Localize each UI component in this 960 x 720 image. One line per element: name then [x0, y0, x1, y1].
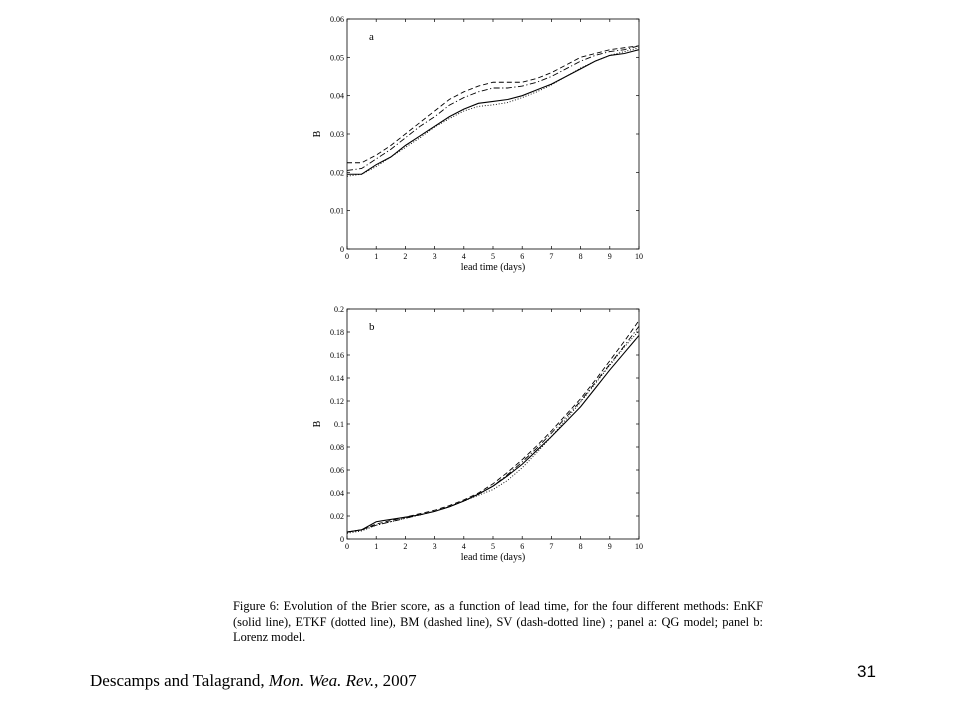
panel-label: a: [369, 31, 374, 43]
series-line-solid: [347, 50, 639, 175]
y-tick-label: 0.18: [330, 328, 344, 337]
x-tick-label: 5: [491, 542, 495, 551]
series-line-dashed: [347, 46, 639, 163]
y-tick-label: 0.16: [330, 351, 344, 360]
x-tick-label: 9: [607, 542, 612, 551]
x-tick-label: 1: [374, 542, 379, 551]
y-tick-label: 0.2: [334, 305, 344, 314]
series-line-dashdot: [347, 46, 639, 171]
y-tick-label: 0.05: [330, 53, 344, 63]
citation-journal: Mon. Wea. Rev.: [268, 671, 375, 690]
x-tick-label: 3: [432, 252, 437, 261]
x-axis-label: lead time (days): [460, 262, 526, 273]
series-line-dashdot: [347, 326, 639, 532]
x-tick-label: 2: [403, 542, 408, 551]
x-tick-label: 0: [345, 252, 349, 261]
y-tick-label: 0.1: [334, 420, 344, 429]
x-tick-label: 8: [578, 252, 583, 261]
y-tick-label: 0: [340, 535, 344, 544]
y-tick-label: 0: [340, 245, 344, 254]
series-line-solid: [347, 335, 639, 532]
citation: [90, 671, 417, 691]
plot-frame: [347, 309, 639, 539]
x-tick-label: 10: [635, 542, 643, 551]
x-tick-label: 8: [578, 542, 583, 551]
x-tick-label: 2: [403, 252, 408, 261]
figure-caption: Figure 6: Evolution of the Brier score, as a function of lead time, for the four different methods: EnKF (solid line), ETKF (dotted line), BM (dashed line), SV (dash-dotted line) ; panel a: QG model; panel b: Lorenz model.: [233, 599, 763, 644]
y-tick-label: 0.12: [330, 397, 344, 406]
y-tick-label: 0.04: [330, 489, 344, 498]
slide-number: 31: [857, 662, 876, 681]
series-line-dotted: [347, 331, 639, 533]
x-tick-label: 3: [432, 542, 437, 551]
x-tick-label: 6: [520, 252, 525, 261]
x-tick-label: 5: [491, 252, 495, 261]
x-tick-label: 4: [461, 542, 466, 551]
chart-panel-b: [312, 305, 643, 563]
y-axis-label: B: [312, 420, 323, 428]
y-tick-label: 0.02: [330, 512, 344, 521]
citation-authors: Descamps and Talagrand,: [90, 671, 269, 690]
citation-year: , 2007: [374, 671, 417, 690]
y-axis-label: B: [312, 130, 323, 138]
x-tick-label: 9: [607, 252, 612, 261]
x-tick-label: 7: [549, 542, 554, 551]
y-tick-label: 0.06: [330, 466, 344, 475]
x-tick-label: 10: [635, 252, 643, 261]
y-tick-label: 0.08: [330, 443, 344, 452]
series-line-dashed: [347, 321, 639, 533]
y-tick-label: 0.06: [330, 15, 344, 24]
y-tick-label: 0.04: [330, 91, 344, 101]
y-tick-label: 0.02: [330, 168, 344, 178]
x-tick-label: 0: [345, 542, 349, 551]
y-tick-label: 0.14: [330, 374, 344, 383]
chart-panel-a: [312, 15, 643, 273]
x-tick-label: 7: [549, 252, 554, 261]
x-tick-label: 6: [520, 542, 525, 551]
panel-label: b: [369, 321, 375, 333]
x-axis-label: lead time (days): [460, 552, 526, 563]
x-tick-label: 4: [461, 252, 466, 261]
y-tick-label: 0.03: [330, 130, 344, 139]
plot-frame: [347, 19, 639, 249]
x-tick-label: 1: [374, 252, 379, 261]
y-tick-label: 0.01: [330, 206, 344, 216]
